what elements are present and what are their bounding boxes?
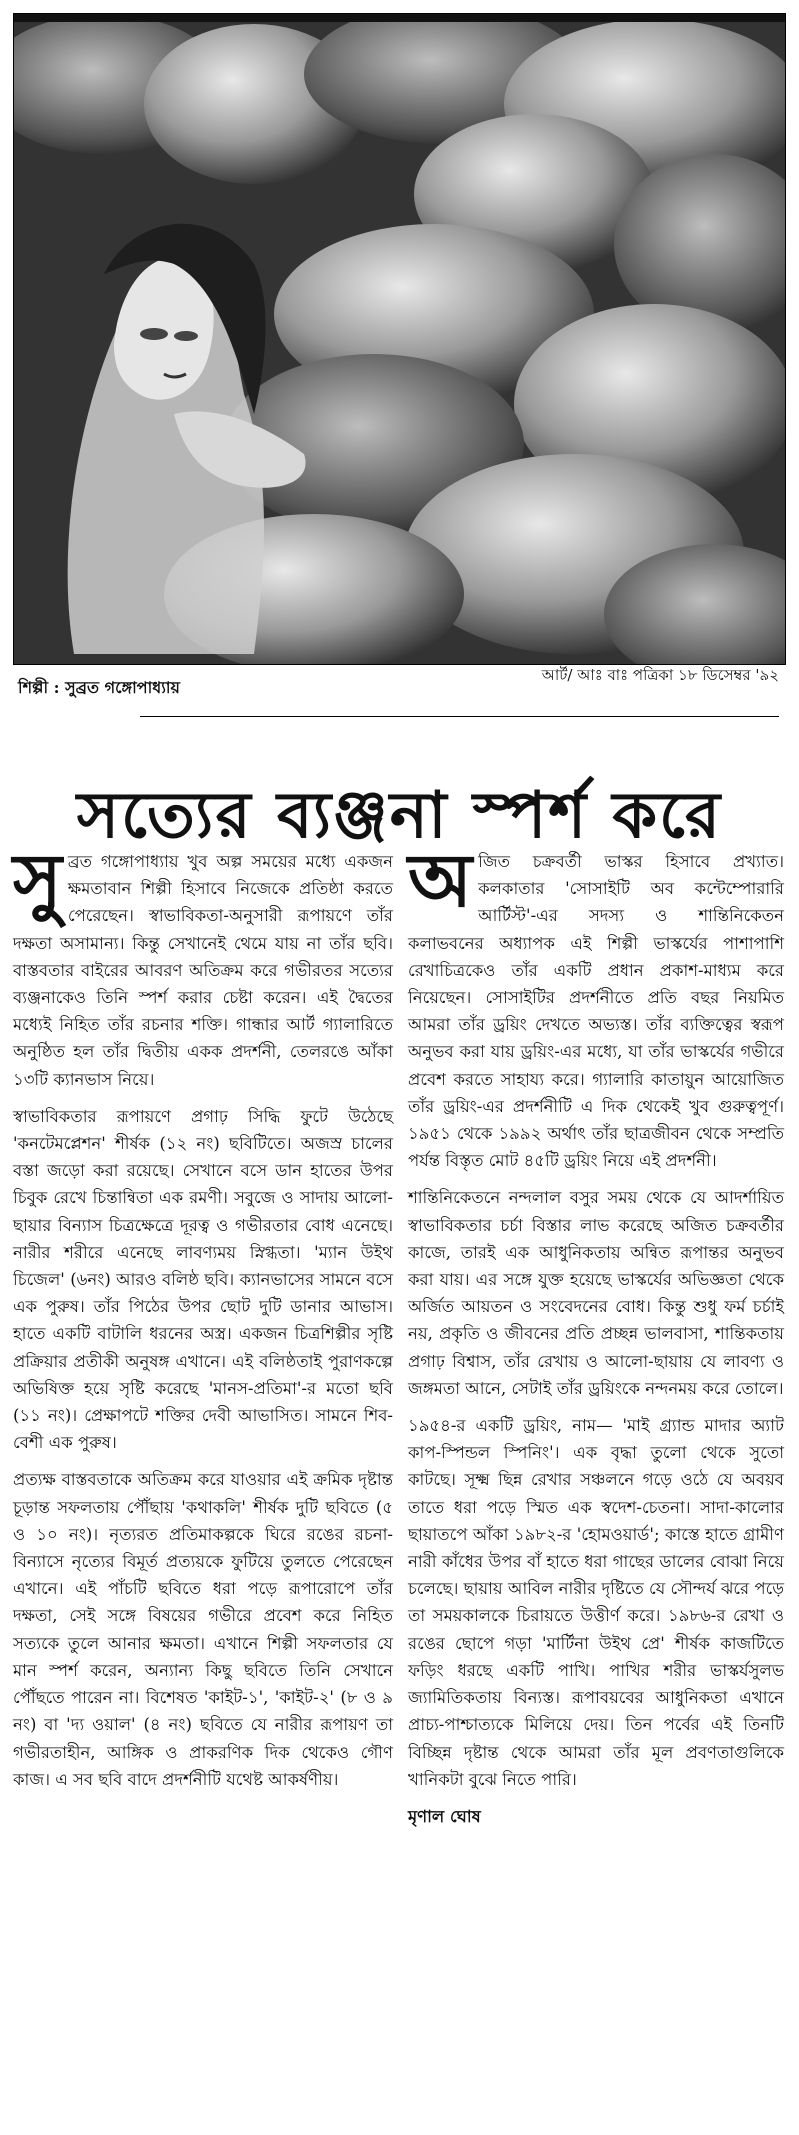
left-paragraph-3: প্রত্যক্ষ বাস্তবতাকে অতিক্রম করে যাওয়ার এই ক্রমিক দৃষ্টান্ত চূড়ান্ত সফলতায় পৌঁছায় 'কথাকলি' শীর্ষক দুটি ছবিতে (৫ ও ১০ নং)। নৃত্যরত প্রতিমাকল্পকে ঘিরে রঙের রচনা-বিন্যাসে নৃত্যের বিমূর্ত প্রত্যয়কে ফুটিয়ে তুলতে পেরেছেন এখানে। এই পাঁচটি ছবিতে ধরা পড়ে রূপারোপে তাঁর দক্ষতা, সেই সঙ্গে বিষয়ের গভীরে প্রবেশ করে নিহিত সত্যকে তুলে আনার ক্ষমতা। এখানে শিল্পী সফলতার যে মান স্পর্শ করেন, অন্যান্য কিছু ছবিতে তিনি সেখানে পৌঁছতে পারেন না। বিশেষত 'কাইট-১', 'কাইট-২' (৮ ও ৯ নং) বা 'দ্য ওয়াল' (৪ নং) ছবিতে যে নারীর রূপায়ণ তা গভীরতাহীন, আঙ্গিক ও প্রাকরণিক দিক থেকেও গৌণ কাজ। এ সব ছবি বাদে প্রদর্শনীটি যথেষ্ট আকর্ষণীয়।: [13, 1470, 393, 1789]
headline: সত্যের ব্যঞ্জনা স্পর্শ করে: [76, 777, 723, 853]
left-paragraph-1-text: ব্রত গঙ্গোপাধ্যায় খুব অল্প সময়ের মধ্যে একজন ক্ষমতাবান শিল্পী হিসাবে নিজেকে প্রতিষ্ঠা করতে পেরেছেন। স্বাভাবিকতা-অনুসারী রূপায়ণে তাঁর দক্ষতা অসামান্য। কিন্তু সেখানেই থেমে যায় না তাঁর ছবি। বাস্তবতার বাইরের আবরণ অতিক্রম করে গভীরতর সত্যের ব্যঞ্জনাকেও তিনি স্পর্শ করার চেষ্টা করেন। এই দ্বৈতের মধ্যেই নিহিত তাঁর রচনার শক্তি। গান্ধার আর্ট গ্যালারিতে অনুষ্ঠিত হল তাঁর দ্বিতীয় একক প্রদর্শনী, তেলরঙে আঁকা ১৩টি ক্যানভাস নিয়ে।: [13, 852, 393, 1089]
right-paragraph-2: শান্তিনিকেতনে নন্দলাল বসুর সময় থেকে যে আদর্শায়িত স্বাভাবিকতার চর্চা বিস্তার লাভ করেছে অজিত চক্রবর্তীর কাজে, তারই এক আধুনিকতায় অন্বিত রূপান্তর অনুভব করা যায়। এর সঙ্গে যুক্ত হয়েছে ভাস্কর্যের অভিজ্ঞতা থেকে অর্জিত আয়তন ও সংবেদনের বোধ। কিন্তু শুধু ফর্ম চর্চাই নয়, প্রকৃতি ও জীবনের প্রতি প্রচ্ছন্ন ভালবাসা, শান্তিকতায় প্রগাঢ় বিশ্বাস, তাঁর রেখায় ও আলো-ছায়ায় যে লাবণ্য ও জঙ্গমতা আনে, সেটাই তাঁর ড্রয়িংকে নন্দনময় করে তোলে।: [408, 1188, 784, 1398]
photo-caption-artist: শিল্পী : সুব্রত গঙ্গোপাধ্যায়: [18, 678, 180, 697]
left-paragraph-1: [13, 838, 393, 1093]
byline: মৃণাল ঘোষ: [408, 1806, 481, 1826]
left-article: [13, 838, 393, 1803]
right-paragraph-1: [408, 838, 784, 1174]
left-dropcap: সু: [13, 838, 62, 924]
right-article: [408, 838, 784, 1830]
caption-divider: [140, 716, 779, 717]
right-paragraph-3: ১৯৫৪-র একটি ড্রয়িং, নাম— 'মাই গ্র্যান্ড মাদার অ্যাট কাপ-স্পিন্ডল স্পিনিং'। এক বৃদ্ধা তুলো থেকে সুতো কাটছে। সূক্ষ্ম ছিন্ন রেখার সঞ্চলনে গড়ে ওঠে যে অবয়ব তাতে ধরা পড়ে স্মিত এক স্বদেশ-চেতনা। সাদা-কালোর ছায়াতপে আঁকা ১৯৮২-র 'হোমওয়ার্ড'; কাস্তে হাতে গ্রামীণ নারী কাঁধের উপর বাঁ হাতে ধরা গাছের ডালের বোঝা নিয়ে চলেছে। ছায়ায় আবিল নারীর দৃষ্টিতে যে সৌন্দর্য ঝরে পড়ে তা সময়কালকে চিরায়তে উত্তীর্ণ করে। ১৯৮৬-র রেখা ও রঙের ছোপে গড়া 'মার্টিনা উইথ প্রে' শীর্ষক কাজটিতে ফড়িং ধরছে একটি পাখি। পাখির শরীর ভাস্কর্যসুলভ জ্যামিতিকতায় বিন্যস্ত। রূপাবয়বের আধুনিকতা এখানে প্রাচ্য-পাশ্চাত্যকে মিলিয়ে দেয়। তিন পর্বের এই তিনটি বিচ্ছিন্ন দৃষ্টান্ত থেকে আমরা তাঁর মূল প্রবণতাগুলিকে খানিকটা বুঝে নিতে পারি।: [408, 1416, 784, 1789]
artwork-photo: [13, 13, 786, 665]
photo-caption-source: আর্ট/ আঃ বাঃ পত্রিকা ১৮ ডিসেম্বর '৯২: [541, 666, 779, 684]
right-dropcap: অ: [408, 838, 473, 924]
left-paragraph-2: স্বাভাবিকতার রূপায়ণে প্রগাঢ় সিদ্ধি ফুটে উঠেছে 'কনটেমপ্লেশন' শীর্ষক (১২ নং) ছবিটিতে। অজস্র চালের বস্তা জড়ো করা রয়েছে। সেখানে বসে ডান হাতের উপর চিবুক রেখে চিন্তান্বিতা এক রমণী। সবুজে ও সাদায় আলো-ছায়ার বিন্যাস চিত্রক্ষেত্রে দূরত্ব ও গভীরতার বোধ এনেছে। নারীর শরীরে এনেছে লাবণ্যময় স্নিগ্ধতা। 'ম্যান উইথ চিজেল' (৬নং) আরও বলিষ্ঠ ছবি। ক্যানভাসের সামনে বসে এক পুরুষ। তাঁর পিঠের উপর ছোট দুটি ডানার আভাস। হাতে একটি বাটালি ধরনের অস্ত্র। একজন চিত্রশিল্পীর সৃষ্টি প্রক্রিয়ার প্রতীকী অনুষঙ্গ এখানে। এই বলিষ্ঠতাই পুরাণকল্পে অভিষিক্ত হয়ে সৃষ্টি করেছে 'মানস-প্রতিমা'-র মতো ছবি (১১ নং)। প্রেক্ষাপটে শক্তির দেবী আভাসিত। সামনে শিব-বেশী এক পুরুষ।: [13, 1106, 393, 1453]
right-paragraph-1-text: জিত চক্রবর্তী ভাস্কর হিসাবে প্রখ্যাত। কলকাতার 'সোসাইটি অব কন্টেম্পোরারি আর্টিস্ট'-এর সদস্য ও শান্তিনিকেতন কলাভবনের অধ্যাপক এই শিল্পী ভাস্কর্যের পাশাপাশি রেখাচিত্রকেও তাঁর একটি প্রধান প্রকাশ-মাধ্যম করে নিয়েছেন। সোসাইটির প্রদর্শনীতে প্রতি বছর নিয়মিত আমরা তাঁর ড্রয়িং দেখতে অভ্যস্ত। তাঁর ব্যক্তিত্বের স্বরূপ অনুভব করা যায় ড্রয়িং-এর মধ্যে, যা তাঁর ভাস্কর্যের গভীরে প্রবেশ করতে সাহায্য করে। গ্যালারি কাতায়ুন আয়োজিত তাঁর ড্রয়িং-এর প্রদর্শনীটি এ দিক থেকেই খুব গুরুত্বপূর্ণ। ১৯৫১ থেকে ১৯৯২ অর্থাৎ তাঁর ছাত্রজীবন থেকে সম্প্রতি পর্যন্ত বিস্তৃত মোট ৪৫টি ড্রয়িং নিয়ে এই প্রদর্শনী।: [408, 852, 784, 1171]
